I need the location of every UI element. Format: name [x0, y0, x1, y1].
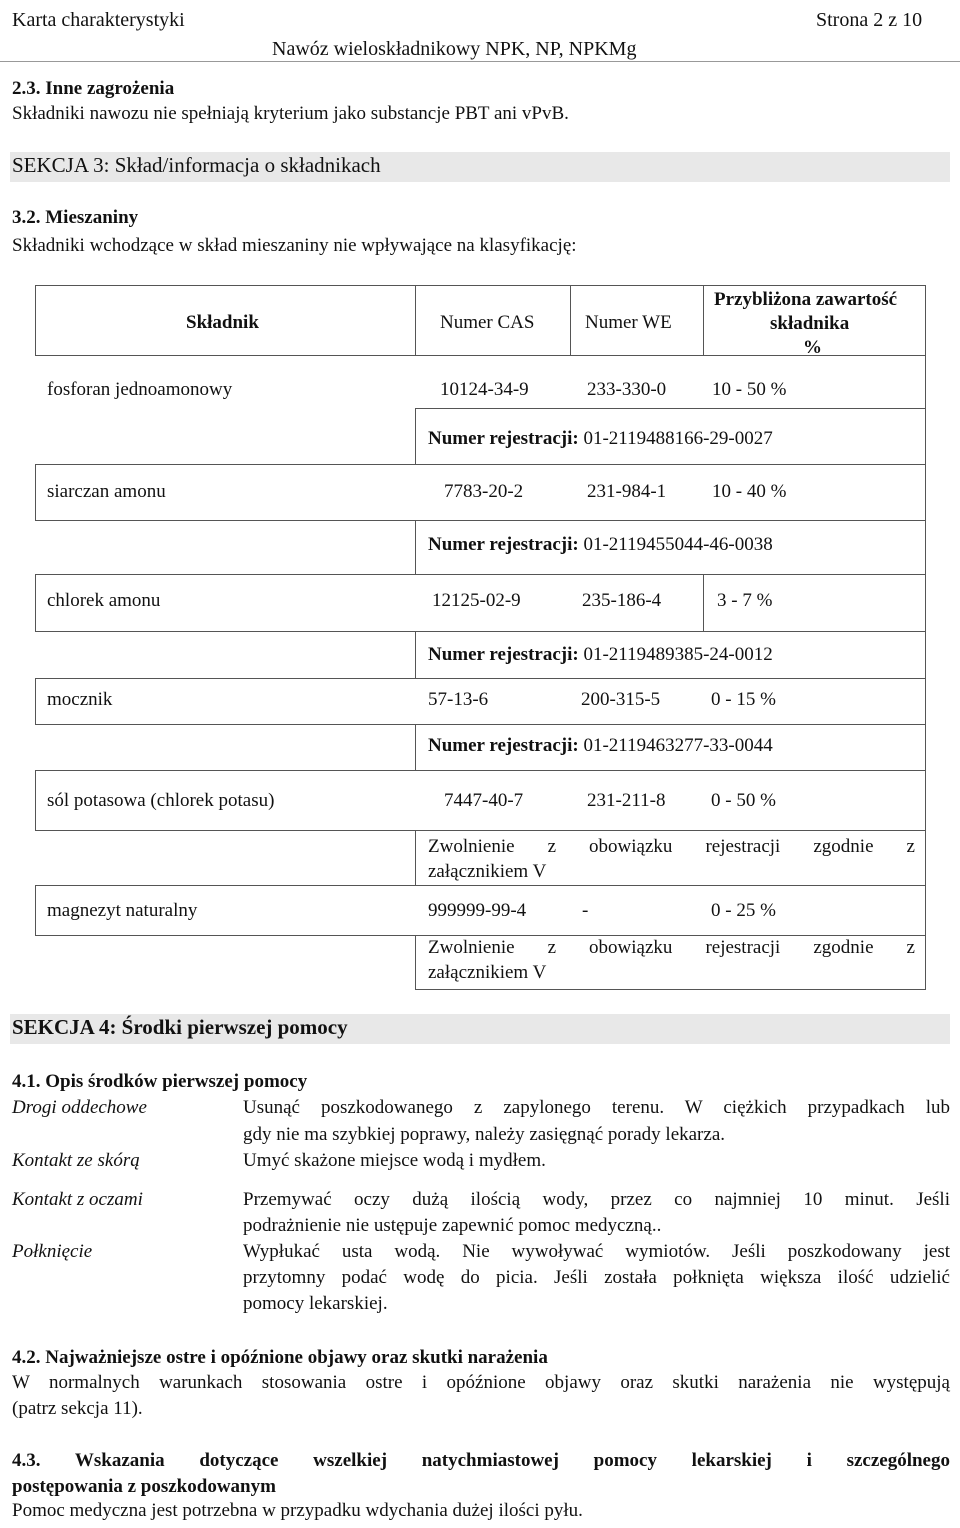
s42-heading: 4.2. Najważniejsze ostre i opóźnione objawy oraz skutki narażenia [12, 1347, 548, 1368]
th-pct-line3: % [803, 337, 822, 358]
cell-we: 235-186-4 [582, 590, 662, 611]
cell-we: - [582, 900, 589, 921]
s32-intro: Składniki wchodzące w skład mieszaniny nie wpływające na klasyfikację: [12, 235, 577, 256]
cell-reg [428, 644, 773, 667]
first-aid-label: Połknięcie [12, 1241, 93, 1262]
first-aid-text-cont: pomocy lekarskiej. [243, 1293, 388, 1314]
table-col-divider-3 [703, 285, 704, 355]
row-left-border [35, 464, 36, 520]
cell-name: magnezyt naturalny [47, 900, 198, 921]
first-aid-text: Przemywać oczy dużą ilością wody, przez co najmniej 10 minut. Jeśli [243, 1189, 950, 1210]
cell-reg [428, 735, 773, 758]
cell-cas: 57-13-6 [428, 689, 489, 710]
row-left-border [35, 770, 36, 830]
reg-label: Numer rejestracji: [428, 428, 579, 449]
section4-bar [10, 1014, 950, 1044]
reg-left-border [415, 520, 416, 574]
first-aid-text: Umyć skażone miejsce wodą i mydłem. [243, 1150, 546, 1171]
header-page-number: Strona 2 z 10 [816, 9, 923, 31]
s43-text: Pomoc medyczna jest potrzebna w przypadku wdychania dużej ilości pyłu. [12, 1500, 583, 1521]
cell-we: 231-984-1 [587, 481, 667, 502]
first-aid-label: Kontakt ze skórą [12, 1150, 140, 1171]
first-aid-text-cont: podrażnienie nie ustępuje zapewnić pomoc medyczną.. [243, 1215, 662, 1236]
cell-name: chlorek amonu [47, 590, 161, 611]
s32-heading: 3.2. Mieszaniny [12, 207, 139, 228]
row-divider [35, 935, 926, 936]
cell-reg [428, 428, 773, 451]
cell-cas: 7447-40-7 [444, 790, 524, 811]
section3-title: SEKCJA 3: Skład/informacja o składnikach [12, 153, 381, 177]
row-divider [415, 408, 926, 409]
section3-bar [10, 152, 950, 182]
row-divider [35, 678, 926, 679]
section4-title: SEKCJA 4: Środki pierwszej pomocy [12, 1015, 348, 1039]
first-aid-text: Wypłukać usta wodą. Nie wywoływać wymiotów. Jeśli poszkodowany jest [243, 1241, 950, 1262]
th-cas: Numer CAS [440, 312, 535, 333]
table-border-left [35, 285, 36, 355]
cell-pct: 10 - 50 % [712, 379, 787, 400]
th-skladnik: Składnik [186, 312, 259, 333]
table-border-top [35, 285, 926, 286]
header-subtitle: Nawóz wieloskładnikowy NPK, NP, NPKMg [272, 38, 637, 60]
col-divider [703, 574, 704, 631]
th-pct-line2: składnika [770, 313, 850, 334]
reg-left-border [415, 724, 416, 770]
cell-name: mocznik [47, 689, 113, 710]
reg-value: 01-2119488166-29-0027 [583, 428, 773, 449]
reg-value: 01-2119455044-46-0038 [583, 534, 773, 555]
cell-exempt-cont: załącznikiem V [428, 962, 547, 983]
reg-left-border [415, 408, 416, 464]
reg-label: Numer rejestracji: [428, 735, 579, 756]
first-aid-label: Kontakt z oczami [12, 1189, 143, 1210]
cell-exempt-cont: załącznikiem V [428, 861, 547, 882]
header-divider [0, 61, 960, 62]
reg-left-border [415, 935, 416, 990]
cell-we: 233-330-0 [587, 379, 667, 400]
cell-pct: 0 - 25 % [711, 900, 776, 921]
first-aid-text-cont: gdy nie ma szybkiej poprawy, należy zasięgnąć porady lekarza. [243, 1124, 726, 1145]
first-aid-text-cont: przytomny podać wodę do picia. Jeśli została połknięta większa ilość udzielić [243, 1267, 950, 1288]
cell-cas: 12125-02-9 [432, 590, 521, 611]
table-col-divider-1 [415, 285, 416, 355]
th-we: Numer WE [585, 312, 672, 333]
first-aid-text: Usunąć poszkodowanego z zapylonego terenu. W ciężkich przypadkach lub [243, 1097, 950, 1118]
table-border-bottom [415, 989, 926, 990]
s42-text-cont: (patrz sekcja 11). [12, 1398, 143, 1419]
row-left-border [35, 574, 36, 631]
first-aid-label: Drogi oddechowe [12, 1097, 147, 1118]
s42-text: W normalnych warunkach stosowania ostre i opóźnione objawy oraz skutki narażenia nie występują [12, 1372, 950, 1393]
row-divider [35, 724, 926, 725]
cell-exempt: Zwolnienie z obowiązku rejestracji zgodnie z [428, 836, 915, 857]
row-divider [35, 631, 926, 632]
cell-exempt: Zwolnienie z obowiązku rejestracji zgodnie z [428, 937, 915, 958]
row-divider [35, 885, 926, 886]
row-divider [35, 770, 926, 771]
s43-heading-cont: postępowania z poszkodowanym [12, 1476, 276, 1497]
cell-cas: 7783-20-2 [444, 481, 524, 502]
s23-text: Składniki nawozu nie spełniają kryterium jako substancje PBT ani vPvB. [12, 103, 569, 124]
th-pct-line1: Przybliżona zawartość [714, 289, 898, 310]
s41-heading: 4.1. Opis środków pierwszej pomocy [12, 1071, 308, 1092]
cell-name: sól potasowa (chlorek potasu) [47, 790, 275, 811]
header-left: Karta charakterystyki [12, 9, 185, 31]
cell-we: 231-211-8 [587, 790, 666, 811]
s43-heading: 4.3. Wskazania dotyczące wszelkiej natychmiastowej pomocy lekarskiej i szczególnego [12, 1450, 950, 1471]
cell-name: siarczan amonu [47, 481, 166, 502]
reg-label: Numer rejestracji: [428, 644, 579, 665]
row-divider [35, 464, 926, 465]
row-divider [35, 574, 926, 575]
cell-pct: 10 - 40 % [712, 481, 787, 502]
cell-reg [428, 534, 773, 557]
reg-left-border [415, 631, 416, 678]
row-divider [35, 520, 926, 521]
reg-left-border [415, 830, 416, 885]
s23-heading: 2.3. Inne zagrożenia [12, 78, 175, 99]
reg-label: Numer rejestracji: [428, 534, 579, 555]
row-divider [35, 830, 926, 831]
cell-name: fosforan jednoamonowy [47, 379, 233, 400]
reg-value: 01-2119463277-33-0044 [583, 735, 773, 756]
cell-pct: 0 - 15 % [711, 689, 776, 710]
cell-cas: 10124-34-9 [440, 379, 529, 400]
row-left-border [35, 885, 36, 935]
cell-cas: 999999-99-4 [428, 900, 527, 921]
table-col-divider-2 [570, 285, 571, 355]
reg-value: 01-2119489385-24-0012 [583, 644, 773, 665]
cell-pct: 0 - 50 % [711, 790, 776, 811]
cell-pct: 3 - 7 % [717, 590, 773, 611]
table-header-divider [35, 355, 926, 356]
cell-we: 200-315-5 [581, 689, 661, 710]
row-left-border [35, 678, 36, 724]
